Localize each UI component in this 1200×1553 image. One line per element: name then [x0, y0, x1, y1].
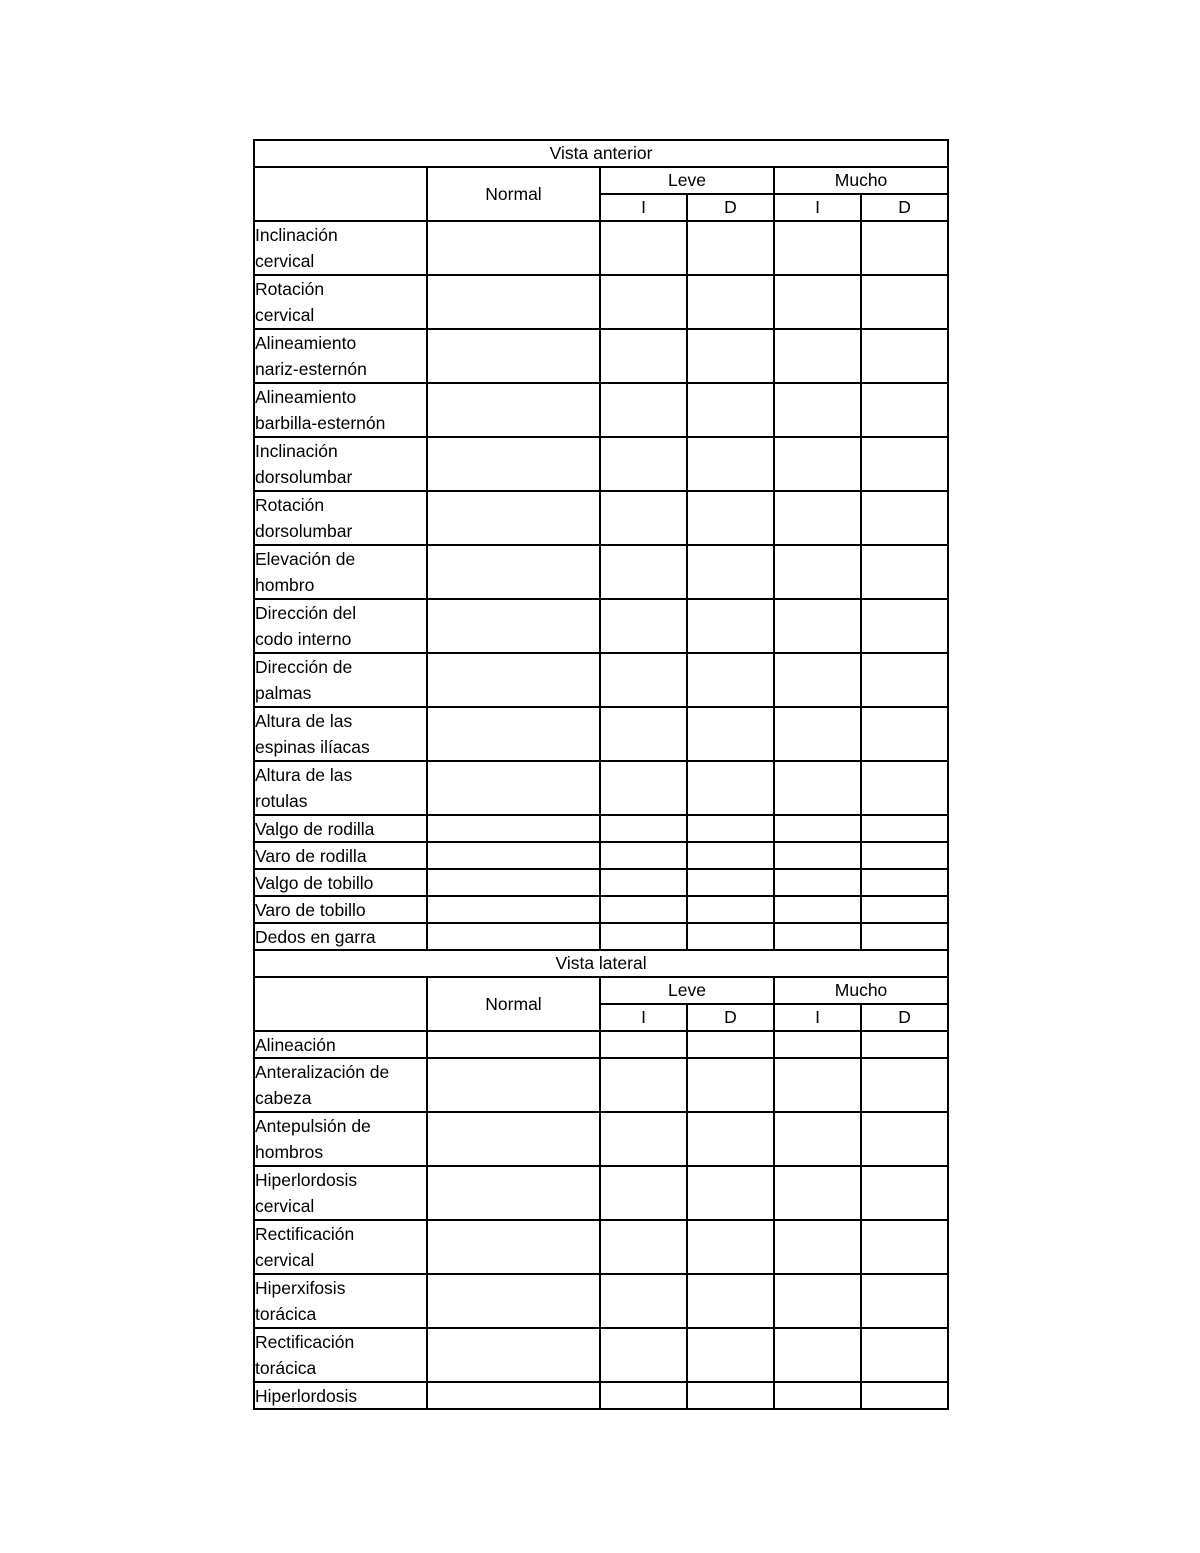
leve-d-cell[interactable] [687, 1166, 774, 1220]
normal-cell[interactable] [427, 1328, 600, 1382]
mucho-i-cell[interactable] [774, 1220, 861, 1274]
leve-d-cell[interactable] [687, 653, 774, 707]
normal-cell[interactable] [427, 923, 600, 950]
table-row [254, 842, 948, 869]
section-title-row [254, 950, 948, 977]
header-leve: Leve [600, 977, 774, 1004]
leve-i-cell[interactable] [600, 1328, 687, 1382]
normal-cell[interactable] [427, 815, 600, 842]
section-title: Vista anterior [254, 140, 948, 167]
table-row [254, 869, 948, 896]
header-leve: Leve [600, 167, 774, 194]
table-row [254, 653, 948, 707]
mucho-d-cell[interactable] [861, 707, 948, 761]
leve-i-cell[interactable] [600, 653, 687, 707]
row-label: Hiperxifosis torácica [254, 1274, 427, 1328]
header-normal: Normal [427, 167, 600, 221]
table-row [254, 383, 948, 437]
table-row [254, 599, 948, 653]
header-normal: Normal [427, 977, 600, 1031]
mucho-i-cell[interactable] [774, 383, 861, 437]
row-label: Valgo de tobillo [254, 869, 427, 896]
mucho-i-cell[interactable] [774, 1328, 861, 1382]
mucho-i-cell[interactable] [774, 842, 861, 869]
leve-i-cell[interactable] [600, 1112, 687, 1166]
normal-cell[interactable] [427, 1031, 600, 1058]
row-label: Rotación dorsolumbar [254, 491, 427, 545]
leve-d-cell[interactable] [687, 1382, 774, 1409]
row-label: Elevación de hombro [254, 545, 427, 599]
table-row [254, 1220, 948, 1274]
subheader-derecha: D [861, 194, 948, 221]
mucho-i-cell[interactable] [774, 869, 861, 896]
header-mucho: Mucho [774, 167, 948, 194]
row-label: Hiperlordosis [254, 1382, 427, 1409]
leve-i-cell[interactable] [600, 1382, 687, 1409]
leve-i-cell[interactable] [600, 599, 687, 653]
normal-cell[interactable] [427, 599, 600, 653]
row-label: Inclinación cervical [254, 221, 427, 275]
mucho-d-cell[interactable] [861, 491, 948, 545]
leve-i-cell[interactable] [600, 1031, 687, 1058]
leve-i-cell[interactable] [600, 329, 687, 383]
mucho-i-cell[interactable] [774, 221, 861, 275]
mucho-i-cell[interactable] [774, 653, 861, 707]
leve-d-cell[interactable] [687, 923, 774, 950]
leve-i-cell[interactable] [600, 761, 687, 815]
mucho-d-cell[interactable] [861, 815, 948, 842]
normal-cell[interactable] [427, 437, 600, 491]
row-label: Inclinación dorsolumbar [254, 437, 427, 491]
leve-i-cell[interactable] [600, 1220, 687, 1274]
mucho-i-cell[interactable] [774, 545, 861, 599]
row-label: Varo de rodilla [254, 842, 427, 869]
normal-cell[interactable] [427, 1220, 600, 1274]
normal-cell[interactable] [427, 1166, 600, 1220]
mucho-i-cell[interactable] [774, 1274, 861, 1328]
normal-cell[interactable] [427, 383, 600, 437]
normal-cell[interactable] [427, 221, 600, 275]
table-row [254, 923, 948, 950]
row-label: Altura de las rotulas [254, 761, 427, 815]
mucho-d-cell[interactable] [861, 275, 948, 329]
row-label: Rectificación torácica [254, 1328, 427, 1382]
mucho-d-cell[interactable] [861, 1058, 948, 1112]
mucho-d-cell[interactable] [861, 329, 948, 383]
row-label: Varo de tobillo [254, 896, 427, 923]
leve-d-cell[interactable] [687, 707, 774, 761]
leve-i-cell[interactable] [600, 383, 687, 437]
leve-i-cell[interactable] [600, 707, 687, 761]
table-row [254, 1274, 948, 1328]
row-label: Rotación cervical [254, 275, 427, 329]
row-label: Rectificación cervical [254, 1220, 427, 1274]
subheader-derecha: D [861, 1004, 948, 1031]
leve-d-cell[interactable] [687, 896, 774, 923]
leve-i-cell[interactable] [600, 1166, 687, 1220]
normal-cell[interactable] [427, 896, 600, 923]
mucho-d-cell[interactable] [861, 1166, 948, 1220]
normal-cell[interactable] [427, 1382, 600, 1409]
row-label: Alineamiento barbilla-esternón [254, 383, 427, 437]
mucho-i-cell[interactable] [774, 815, 861, 842]
leve-d-cell[interactable] [687, 1112, 774, 1166]
section-title: Vista lateral [254, 950, 948, 977]
row-label: Altura de las espinas ilíacas [254, 707, 427, 761]
mucho-d-cell[interactable] [861, 869, 948, 896]
mucho-d-cell[interactable] [861, 383, 948, 437]
table-row [254, 896, 948, 923]
leve-d-cell[interactable] [687, 329, 774, 383]
subheader-derecha: D [687, 194, 774, 221]
leve-i-cell[interactable] [600, 1274, 687, 1328]
mucho-i-cell[interactable] [774, 923, 861, 950]
mucho-i-cell[interactable] [774, 275, 861, 329]
mucho-d-cell[interactable] [861, 923, 948, 950]
row-label: Alineamiento nariz-esternón [254, 329, 427, 383]
normal-cell[interactable] [427, 1112, 600, 1166]
mucho-i-cell[interactable] [774, 491, 861, 545]
leve-i-cell[interactable] [600, 221, 687, 275]
mucho-d-cell[interactable] [861, 437, 948, 491]
subheader-izquierda: I [774, 194, 861, 221]
table-row [254, 221, 948, 275]
mucho-d-cell[interactable] [861, 1220, 948, 1274]
mucho-i-cell[interactable] [774, 329, 861, 383]
leve-i-cell[interactable] [600, 1058, 687, 1112]
leve-d-cell[interactable] [687, 383, 774, 437]
table-row [254, 815, 948, 842]
table-row [254, 1328, 948, 1382]
row-label: Dirección de palmas [254, 653, 427, 707]
posture-assessment-table [253, 139, 949, 1410]
header-row [254, 167, 948, 194]
mucho-d-cell[interactable] [861, 653, 948, 707]
leve-d-cell[interactable] [687, 491, 774, 545]
table-row [254, 437, 948, 491]
row-label: Alineación [254, 1031, 427, 1058]
mucho-i-cell[interactable] [774, 761, 861, 815]
row-label: Valgo de rodilla [254, 815, 427, 842]
leve-i-cell[interactable] [600, 815, 687, 842]
mucho-i-cell[interactable] [774, 437, 861, 491]
leve-d-cell[interactable] [687, 842, 774, 869]
mucho-i-cell[interactable] [774, 1058, 861, 1112]
mucho-d-cell[interactable] [861, 221, 948, 275]
leve-d-cell[interactable] [687, 869, 774, 896]
leve-d-cell[interactable] [687, 1274, 774, 1328]
row-label: Hiperlordosis cervical [254, 1166, 427, 1220]
leve-d-cell[interactable] [687, 221, 774, 275]
mucho-d-cell[interactable] [861, 599, 948, 653]
normal-cell[interactable] [427, 491, 600, 545]
table-row [254, 275, 948, 329]
subheader-izquierda: I [600, 194, 687, 221]
mucho-i-cell[interactable] [774, 599, 861, 653]
normal-cell[interactable] [427, 653, 600, 707]
mucho-d-cell[interactable] [861, 1274, 948, 1328]
row-label: Dirección del codo interno [254, 599, 427, 653]
leve-i-cell[interactable] [600, 869, 687, 896]
subheader-izquierda: I [600, 1004, 687, 1031]
normal-cell[interactable] [427, 761, 600, 815]
normal-cell[interactable] [427, 329, 600, 383]
leve-i-cell[interactable] [600, 545, 687, 599]
mucho-d-cell[interactable] [861, 1382, 948, 1409]
table-row [254, 1058, 948, 1112]
leve-d-cell[interactable] [687, 1031, 774, 1058]
leve-i-cell[interactable] [600, 842, 687, 869]
mucho-d-cell[interactable] [861, 896, 948, 923]
leve-d-cell[interactable] [687, 815, 774, 842]
leve-d-cell[interactable] [687, 275, 774, 329]
mucho-i-cell[interactable] [774, 1166, 861, 1220]
mucho-i-cell[interactable] [774, 1382, 861, 1409]
leve-i-cell[interactable] [600, 437, 687, 491]
mucho-d-cell[interactable] [861, 761, 948, 815]
leve-d-cell[interactable] [687, 1058, 774, 1112]
leve-d-cell[interactable] [687, 437, 774, 491]
leve-d-cell[interactable] [687, 1328, 774, 1382]
leve-i-cell[interactable] [600, 896, 687, 923]
row-label: Anteralización de cabeza [254, 1058, 427, 1112]
leve-d-cell[interactable] [687, 545, 774, 599]
table-row [254, 1166, 948, 1220]
table-row [254, 1031, 948, 1058]
leve-d-cell[interactable] [687, 1220, 774, 1274]
row-label: Antepulsión de hombros [254, 1112, 427, 1166]
normal-cell[interactable] [427, 842, 600, 869]
row-label: Dedos en garra [254, 923, 427, 950]
normal-cell[interactable] [427, 869, 600, 896]
header-row [254, 977, 948, 1004]
header-empty-cell [254, 977, 427, 1031]
table-row [254, 545, 948, 599]
mucho-d-cell[interactable] [861, 545, 948, 599]
mucho-d-cell[interactable] [861, 842, 948, 869]
table-row [254, 761, 948, 815]
table-row [254, 707, 948, 761]
mucho-i-cell[interactable] [774, 1112, 861, 1166]
table-row [254, 329, 948, 383]
normal-cell[interactable] [427, 1058, 600, 1112]
mucho-i-cell[interactable] [774, 1031, 861, 1058]
subheader-derecha: D [687, 1004, 774, 1031]
leve-i-cell[interactable] [600, 491, 687, 545]
header-mucho: Mucho [774, 977, 948, 1004]
table-row [254, 1382, 948, 1409]
subheader-izquierda: I [774, 1004, 861, 1031]
mucho-d-cell[interactable] [861, 1031, 948, 1058]
leve-d-cell[interactable] [687, 761, 774, 815]
normal-cell[interactable] [427, 707, 600, 761]
mucho-i-cell[interactable] [774, 707, 861, 761]
header-empty-cell [254, 167, 427, 221]
mucho-d-cell[interactable] [861, 1328, 948, 1382]
leve-d-cell[interactable] [687, 599, 774, 653]
mucho-d-cell[interactable] [861, 1112, 948, 1166]
leve-i-cell[interactable] [600, 275, 687, 329]
normal-cell[interactable] [427, 1274, 600, 1328]
mucho-i-cell[interactable] [774, 896, 861, 923]
normal-cell[interactable] [427, 275, 600, 329]
table-row [254, 1112, 948, 1166]
table-row [254, 491, 948, 545]
normal-cell[interactable] [427, 545, 600, 599]
table-body [254, 140, 948, 1409]
leve-i-cell[interactable] [600, 923, 687, 950]
section-title-row [254, 140, 948, 167]
